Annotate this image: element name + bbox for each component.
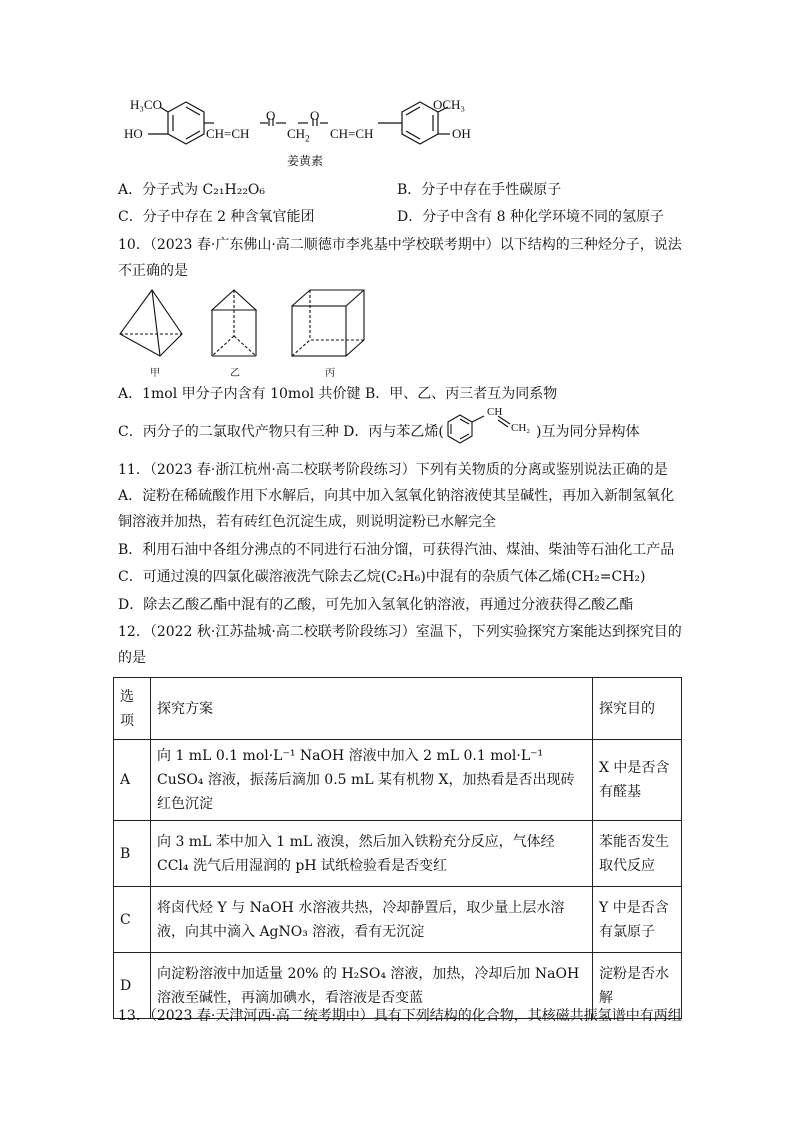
q11-option-b: B．利用石油中各组分沸点的不同进行石油分馏，可获得汽油、煤油、柴油等石油化工产品 (118, 542, 675, 558)
styrene-ch2: CH₂ (511, 422, 531, 434)
q10-options-ab: A．1mol 甲分子内含有 10mol 共价键 B．甲、乙、丙三者互为同系物 (118, 386, 558, 402)
row-plan: 将卤代烃 Y 与 NaOH 水溶液共热，冷却静置后，取少量上层水溶液，向其中滴入 AgNO₃ 溶液，看有无沉淀 (151, 887, 593, 953)
q13-stem: 13．（2023 春·天津河西·高二统考期中）具有下列结构的化合物，其核磁共振氢谱中有两组 (118, 1008, 682, 1024)
q9-option-d: D．分子中含有 8 种化学环境不同的氢原子 (397, 209, 665, 225)
q12-stem-line2: 的是 (118, 650, 146, 666)
label-bing: 丙 (325, 368, 335, 379)
row-plan: 向 3 mL 苯中加入 1 mL 液溴，然后加入铁粉充分反应，气体经 CCl₄ 洗气后用湿润的 pH 试纸检验看是否变红 (151, 821, 593, 887)
table-row (114, 821, 682, 887)
row-plan: 向淀粉溶液中加适量 20% 的 H₂SO₄ 溶液，加热，冷却后加 NaOH 溶液至碱性，再滴加碘水，看溶液是否变蓝 (151, 953, 593, 1019)
table-row (114, 887, 682, 953)
q10-stem-line2: 不正确的是 (118, 263, 188, 279)
header-plan: 探究方案 (151, 678, 593, 740)
row-goal: 苯能否发生取代反应 (593, 821, 682, 887)
header-goal: 探究目的 (593, 678, 682, 740)
q11-option-c: C．可通过溴的四氯化碳溶液洗气除去乙烷(C₂H₆)中混有的杂质气体乙烯(CH₂=CH₂) (118, 569, 646, 585)
q9-option-c: C．分子中存在 2 种含氧官能团 (118, 209, 315, 225)
row-option: D (114, 953, 151, 1019)
curcumin-chain-right: CH=CH (330, 126, 374, 141)
hydrocarbon-structures (116, 288, 376, 362)
q9-option-a: A．分子式为 C₂₁H₂₂O₆ (118, 182, 266, 198)
q10-options-cd-pre: C．丙分子的二氯取代产物只有三种 D．丙与苯乙烯( (118, 424, 444, 440)
q11-option-a-line1: A．淀粉在稀硫酸作用下水解后，向其中加入氢氧化钠溶液使其呈碱性，再加入新制氢氧化 (118, 488, 675, 504)
row-goal: 淀粉是否水解 (593, 953, 682, 1019)
curcumin-ho-left: HO (124, 126, 143, 141)
row-option: C (114, 887, 151, 953)
curcumin-carbonyl-o2: O (310, 108, 320, 123)
header-option: 选项 (114, 678, 151, 740)
q10-stem-line1: 10．（2023 春·广东佛山·高二顺德市李兆基中学校联考期中）以下结构的三种烃分子，说法 (118, 237, 682, 253)
curcumin-h3co: H₃CO (130, 97, 162, 112)
row-goal: X 中是否含有醛基 (593, 740, 682, 821)
table-row (114, 740, 682, 821)
q10-options-cd-post: )互为同分异构体 (536, 424, 640, 440)
curcumin-chain-left: CH=CH (206, 126, 250, 141)
row-option: A (114, 740, 151, 821)
row-option: B (114, 821, 151, 887)
styrene-ch: CH (487, 406, 503, 418)
q9-option-b: B．分子中存在手性碳原子 (397, 182, 562, 198)
label-jia: 甲 (150, 368, 160, 379)
curcumin-och3: OCH₃ (433, 97, 465, 112)
row-goal: Y 中是否含有氯原子 (593, 887, 682, 953)
curcumin-caption: 姜黄素 (287, 154, 324, 168)
label-yi: 乙 (230, 368, 240, 379)
q11-option-a-line2: 铜溶液并加热，若有砖红色沉淀生成，则说明淀粉已水解完全 (118, 514, 496, 530)
table-header-row (114, 678, 682, 740)
curcumin-ch2: $CH_2$ (287, 126, 310, 144)
curcumin-carbonyl-o1: O (266, 108, 276, 123)
q11-option-d: D．除去乙酸乙酯中混有的乙酸，可先加入氢氧化钠溶液，再通过分液获得乙酸乙酯 (118, 597, 634, 613)
q12-stem-line1: 12．（2022 秋·江苏盐城·高二校联考阶段练习）室温下，下列实验探究方案能达到探究目的 (118, 624, 682, 640)
q12-table (113, 677, 682, 1019)
curcumin-oh-right: OH (452, 126, 471, 141)
q11-stem: 11．（2023 春·浙江杭州·高二校联考阶段练习）下列有关物质的分离或鉴别说法正确的是 (118, 462, 668, 478)
row-plan: 向 1 mL 0.1 mol·L⁻¹ NaOH 溶液中加入 2 mL 0.1 mol·L⁻¹ CuSO₄ 溶液，振荡后滴加 0.5 mL 某有机物 X，加热看是否出现砖红色沉淀 (151, 740, 593, 821)
